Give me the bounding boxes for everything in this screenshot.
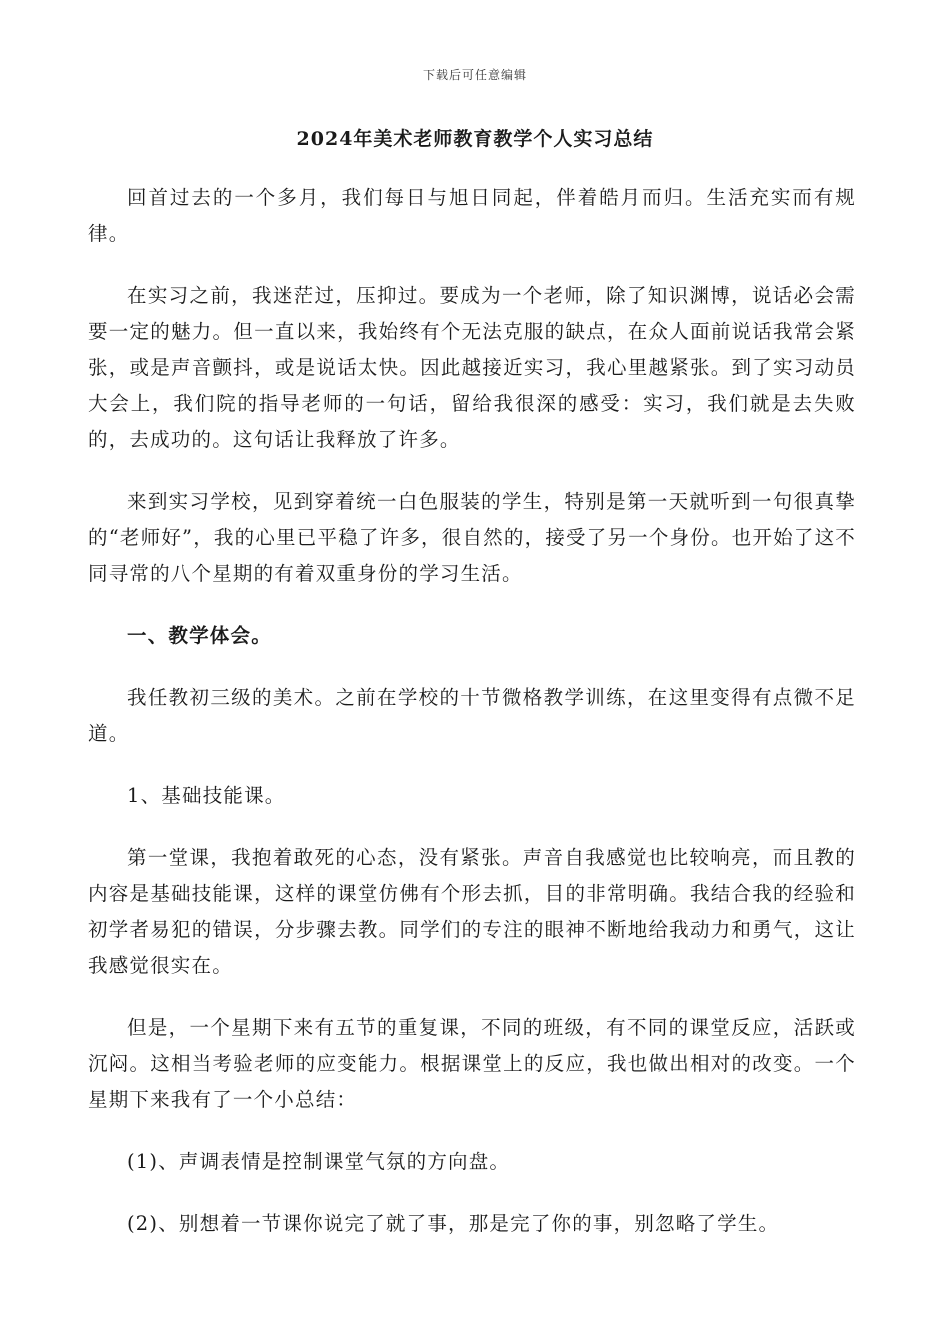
document-body: [88, 180, 856, 1268]
paragraph-arrival: 来到实习学校，见到穿着统一白色服装的学生，特别是第一天就听到一句很真挚的“老师好”，我的心里已平稳了许多，很自然的，接受了另一个身份。也开始了这不同寻常的八个星期的有着双重身份的学习生活。: [88, 490, 856, 585]
paragraph-repeated-classes: 但是，一个星期下来有五节的重复课，不同的班级，有不同的课堂反应，活跃或沉闷。这相当考验老师的应变能力。根据课堂上的反应，我也做出相对的改变。一个星期下来我有了一个小总结：: [88, 1016, 856, 1111]
document-title: 2024年美术老师教育教学个人实习总结: [296, 128, 654, 150]
paragraph-first-class: 第一堂课，我抱着敢死的心态，没有紧张。声音自我感觉也比较响亮，而且教的内容是基础技能课，这样的课堂仿佛有个形去抓，目的非常明确。我结合我的经验和初学者易犯的错误，分步骤去教。同学们的专注的眼神不断地给我动力和勇气，这让我感觉很实在。: [88, 846, 856, 977]
paragraph-intro: 回首过去的一个多月，我们每日与旭日同起，伴着皓月而归。生活充实而有规律。: [88, 186, 856, 245]
subheading-basic-skills: 1、基础技能课。: [127, 784, 286, 807]
header-note: 下载后可任意编辑: [422, 68, 527, 82]
section-heading-teaching: 一、教学体会。: [127, 624, 272, 647]
paragraph-teaching-assignment: 我任教初三级的美术。之前在学校的十节微格教学训练，在这里变得有点微不足道。: [88, 686, 856, 745]
list-item-1: (1)、声调表情是控制课堂气氛的方向盘。: [127, 1150, 511, 1173]
paragraph-before-internship: 在实习之前，我迷茫过，压抑过。要成为一个老师，除了知识渊博，说话必会需要一定的魅力。但一直以来，我始终有个无法克服的缺点，在众人面前说话我常会紧张，或是声音颤抖，或是说话太快。因此越接近实习，我心里越紧张。到了实习动员大会上，我们院的指导老师的一句话，留给我很深的感受：实习，我们就是去失败的，去成功的。这句话让我释放了许多。: [88, 284, 856, 451]
list-item-2: (2)、别想着一节课你说完了就了事，那是完了你的事，别忽略了学生。: [127, 1212, 780, 1235]
